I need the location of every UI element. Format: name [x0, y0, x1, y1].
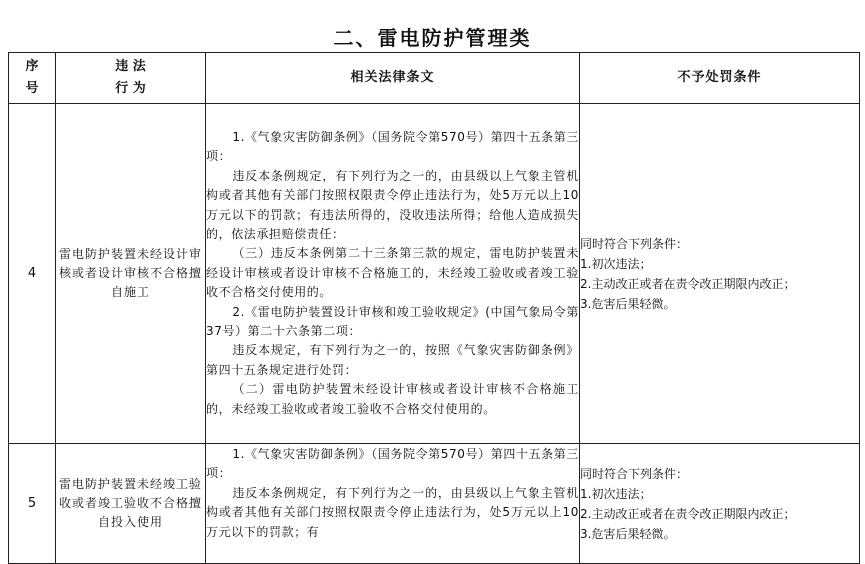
- exemption-condition-cell: [580, 444, 860, 564]
- header-act-line2: 行 为: [115, 81, 146, 96]
- condition-line: 同时符合下列条件：: [580, 466, 689, 481]
- header-act: [56, 53, 206, 104]
- table-header-row: [9, 53, 860, 104]
- row-number: 4: [9, 104, 56, 444]
- header-condition: 不予处罚条件: [580, 53, 860, 104]
- law-paragraph: 2.《雷电防护装置设计审核和竣工验收规定》(中国气象局令第37号）第二十六条第二项：: [206, 304, 579, 339]
- exemption-condition-cell: [580, 104, 860, 444]
- law-paragraph: 违反本条例规定，有下列行为之一的，由县级以上气象主管机构或者其他有关部门按照权限责令停止违法行为，处5万元以上10万元以下的罚款；有: [206, 485, 579, 539]
- condition-line: 1.初次违法；: [580, 486, 652, 501]
- condition-line: 2.主动改正或者在责令改正期限内改正；: [580, 276, 796, 291]
- header-law: 相关法律条文: [206, 53, 580, 104]
- condition-line: 1.初次违法；: [580, 256, 652, 271]
- condition-line: 2.主动改正或者在责令改正期限内改正；: [580, 506, 796, 521]
- table-row: [9, 104, 860, 444]
- law-paragraph: 违反本条例规定，有下列行为之一的，由县级以上气象主管机构或者其他有关部门按照权限责令停止违法行为，处5万元以上10万元以下的罚款；有违法所得的，没收违法所得；给他人造成损失的，依法承担赔偿责任：: [206, 168, 579, 241]
- condition-line: 3.危害后果轻微。: [580, 526, 676, 541]
- law-paragraph: （三）违反本条例第二十三条第三款的规定，雷电防护装置未经设计审核或者设计审核不合格施工的，未经竣工验收或者竣工验收不合格交付使用的。: [206, 246, 579, 300]
- header-act-line1: 违 法: [115, 59, 146, 74]
- page-title: 二、雷电防护管理类: [333, 26, 532, 50]
- condition-line: 3.危害后果轻微。: [580, 296, 676, 311]
- law-text-cell: [206, 444, 580, 564]
- header-no-line1: 序: [25, 59, 39, 74]
- header-no-line2: 号: [25, 81, 39, 96]
- header-no: [9, 53, 56, 104]
- law-paragraph: 违反本规定，有下列行为之一的，按照《气象灾害防御条例》第四十五条规定进行处罚：: [206, 343, 579, 377]
- condition-line: 同时符合下列条件：: [580, 236, 689, 251]
- penalty-exemption-table: [8, 52, 860, 564]
- law-paragraph: 1.《气象灾害防御条例》（国务院令第570号）第四十五条第三项：: [206, 447, 579, 481]
- row-number: 5: [9, 444, 56, 564]
- violation-act: 雷电防护装置未经竣工验收或者竣工验收不合格擅自投入使用: [56, 444, 206, 564]
- law-paragraph: （二）雷电防护装置未经设计审核或者设计审核不合格施工的，未经竣工验收或者竣工验收不合格交付使用的。: [206, 382, 579, 416]
- violation-act: 雷电防护装置未经设计审核或者设计审核不合格擅自施工: [56, 104, 206, 444]
- table-row: [9, 444, 860, 564]
- law-text-cell: [206, 104, 580, 444]
- law-paragraph: 1.《气象灾害防御条例》（国务院令第570号）第四十五条第三项：: [206, 129, 579, 164]
